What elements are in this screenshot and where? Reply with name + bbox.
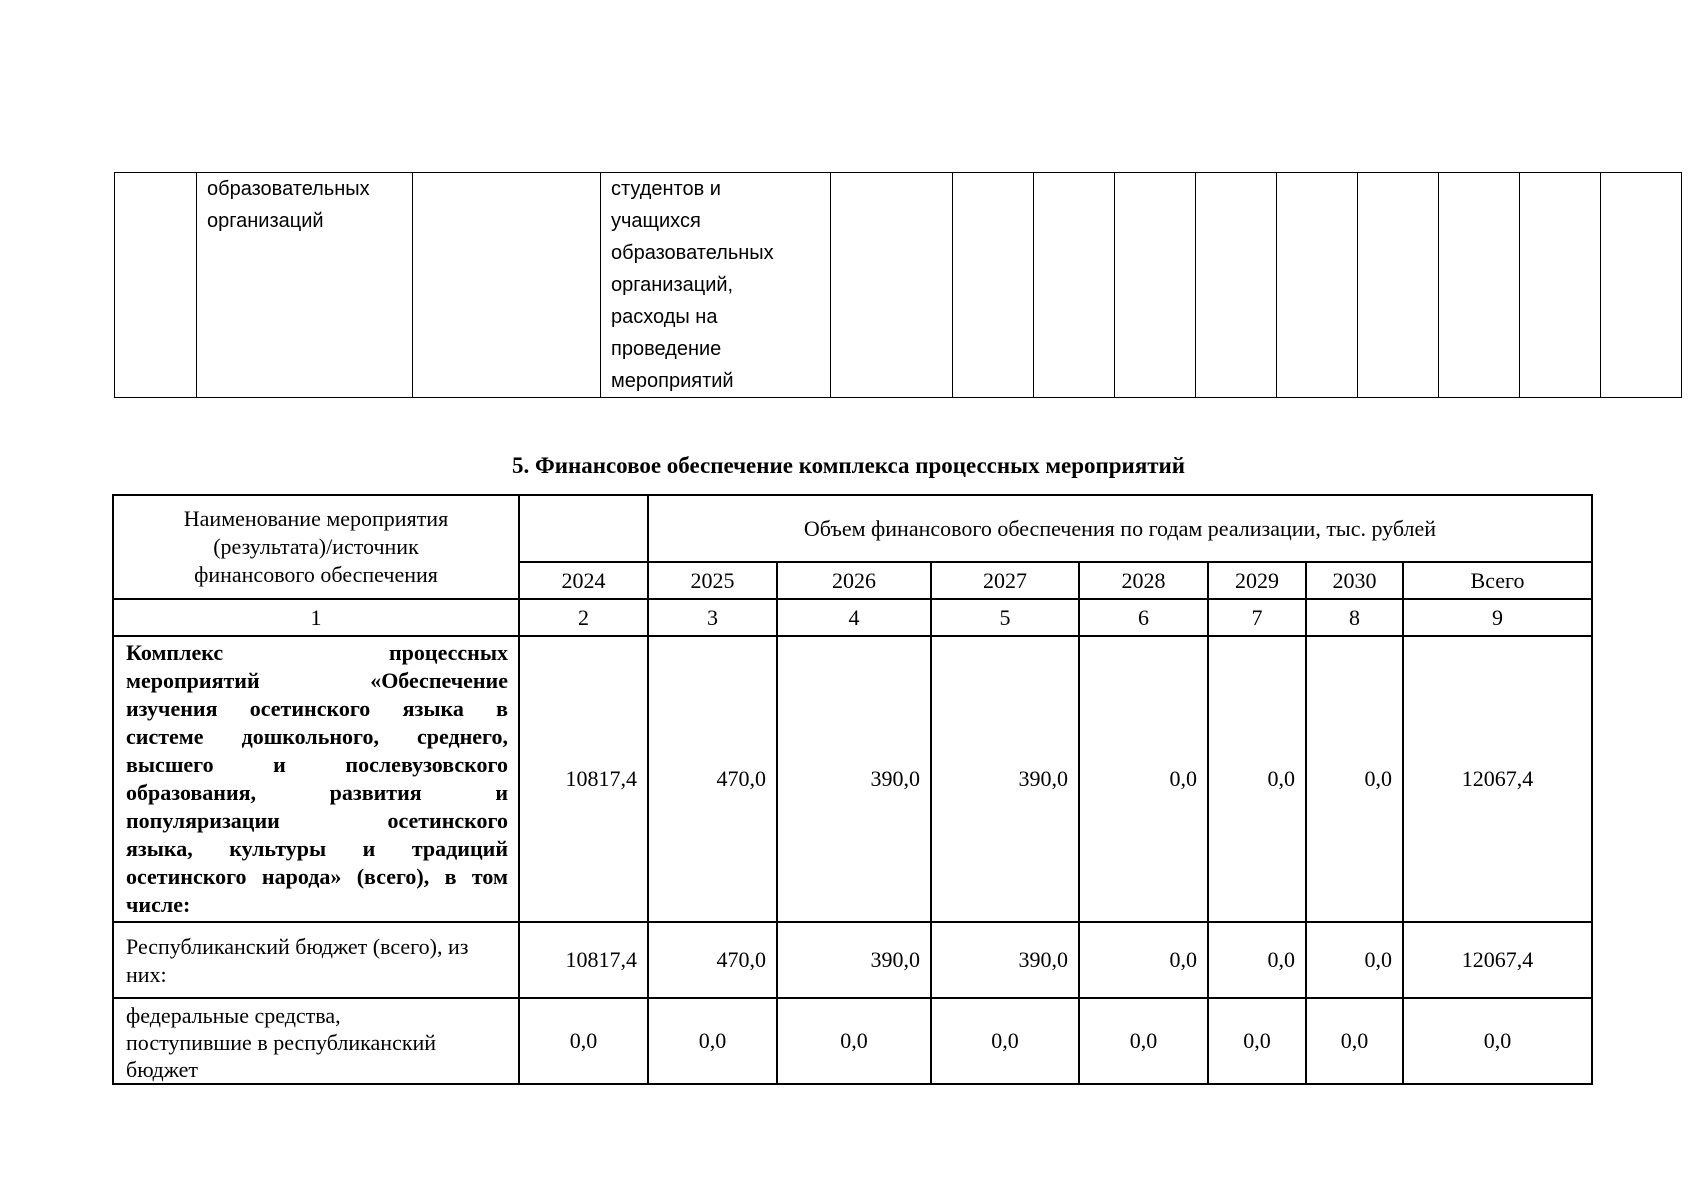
value-cell-2028: 0,0 [1079, 922, 1208, 998]
value-cell-2027: 0,0 [931, 998, 1079, 1084]
value-cell-2029: 0,0 [1208, 922, 1306, 998]
value-cell-2025: 0,0 [648, 998, 777, 1084]
table-cell-empty [115, 173, 197, 398]
cell-text-line: расходы на [611, 306, 718, 328]
column-number-row [113, 599, 1592, 636]
header-text-line: (результата)/источник [213, 534, 419, 559]
cell-text-line: мероприятий [611, 370, 734, 392]
row-label-line: языка, культуры и традиций [126, 836, 508, 861]
row-label-line: них: [126, 962, 167, 987]
row-label-line: Комплекс процессных [126, 640, 508, 665]
value-cell-2028: 0,0 [1079, 998, 1208, 1084]
value-cell-2028: 0,0 [1079, 636, 1208, 922]
value-cell-2029: 0,0 [1208, 998, 1306, 1084]
table-cell-empty [1601, 173, 1682, 398]
table-cell-empty [1115, 173, 1196, 398]
column-number: 8 [1306, 599, 1403, 636]
value-cell-2025: 470,0 [648, 636, 777, 922]
column-number: 1 [113, 599, 519, 636]
row-label-line: популяризации осетинского [126, 808, 508, 833]
table-cell-empty [1034, 173, 1115, 398]
table-cell-empty [1520, 173, 1601, 398]
row-label-federal-funds [113, 998, 519, 1084]
row-label-line: системе дошкольного, среднего, [126, 724, 508, 749]
row-label-line: высшего и послевузовского [126, 752, 508, 777]
value-cell-2030: 0,0 [1306, 922, 1403, 998]
column-header-year: 2028 [1079, 562, 1208, 599]
cell-text-line: организаций [207, 210, 324, 232]
value-cell-total: 12067,4 [1403, 636, 1592, 922]
column-number: 3 [648, 599, 777, 636]
column-header-year: 2026 [777, 562, 931, 599]
row-label-line: федеральные средства, [126, 1002, 341, 1028]
value-cell-total: 0,0 [1403, 998, 1592, 1084]
row-label-line: мероприятий «Обеспечение [126, 668, 508, 693]
header-text-line: Наименование мероприятия [183, 506, 449, 531]
value-cell-2027: 390,0 [931, 922, 1079, 998]
row-label-republican-budget [113, 922, 519, 998]
column-header-name [113, 495, 519, 599]
value-cell-2024: 10817,4 [519, 636, 648, 922]
table-row [113, 636, 1592, 922]
table-cell-empty [831, 173, 953, 398]
column-header-year: 2029 [1208, 562, 1306, 599]
table-row [113, 922, 1592, 998]
table-cell-empty [953, 173, 1034, 398]
column-number: 5 [931, 599, 1079, 636]
value-cell-2026: 0,0 [777, 998, 931, 1084]
row-label-line: изучения осетинского языка в [126, 696, 508, 721]
row-label-line: образования, развития и [126, 780, 508, 805]
table-cell-name [197, 173, 413, 398]
row-label-line: числе: [126, 892, 191, 917]
header-text-line: финансового обеспечения [194, 562, 438, 587]
column-number: 2 [519, 599, 648, 636]
column-header-total: Всего [1403, 562, 1592, 599]
section-title: 5. Финансовое обеспечение комплекса процессных мероприятий [511, 453, 1186, 478]
value-cell-2026: 390,0 [777, 922, 931, 998]
value-cell-2030: 0,0 [1306, 636, 1403, 922]
cell-text-line: студентов и [611, 178, 721, 200]
cell-text-line: учащихся [611, 210, 701, 232]
table-row [113, 998, 1592, 1084]
column-header-year: 2027 [931, 562, 1079, 599]
column-header-year: 2025 [648, 562, 777, 599]
table-cell-description [601, 173, 831, 398]
table-cell-empty [1358, 173, 1439, 398]
value-cell-total: 12067,4 [1403, 922, 1592, 998]
table-row [115, 173, 1682, 398]
row-label-line: поступившие в республиканский [126, 1029, 437, 1055]
column-number: 4 [777, 599, 931, 636]
column-header-volume: Объем финансового обеспечения по годам реализации, тыс. рублей [648, 495, 1592, 562]
value-cell-2025: 470,0 [648, 922, 777, 998]
cell-text-line: образовательных [611, 242, 774, 264]
table-cell-empty [1439, 173, 1520, 398]
table-header-row [113, 495, 1592, 562]
row-label-line: осетинского народа» (всего), в том [126, 864, 508, 889]
column-number: 7 [1208, 599, 1306, 636]
column-number: 6 [1079, 599, 1208, 636]
column-header-year: 2030 [1306, 562, 1403, 599]
value-cell-2027: 390,0 [931, 636, 1079, 922]
row-label-line: Республиканский бюджет (всего), из [126, 934, 469, 959]
cell-text-line: организаций, [611, 274, 734, 296]
column-number: 9 [1403, 599, 1592, 636]
table-cell-empty [519, 495, 648, 562]
value-cell-2024: 0,0 [519, 998, 648, 1084]
cell-text-line: проведение [611, 338, 722, 360]
table-cell-empty [1277, 173, 1358, 398]
table-cell-empty [413, 173, 601, 398]
row-label-complex [113, 636, 519, 922]
value-cell-2030: 0,0 [1306, 998, 1403, 1084]
value-cell-2026: 390,0 [777, 636, 931, 922]
column-header-year: 2024 [519, 562, 648, 599]
row-label-line: бюджет [126, 1056, 198, 1082]
cell-text-line: образовательных [207, 178, 370, 200]
finance-table [112, 494, 1593, 1085]
previous-table-continuation [114, 172, 1682, 398]
value-cell-2029: 0,0 [1208, 636, 1306, 922]
table-cell-empty [1196, 173, 1277, 398]
value-cell-2024: 10817,4 [519, 922, 648, 998]
